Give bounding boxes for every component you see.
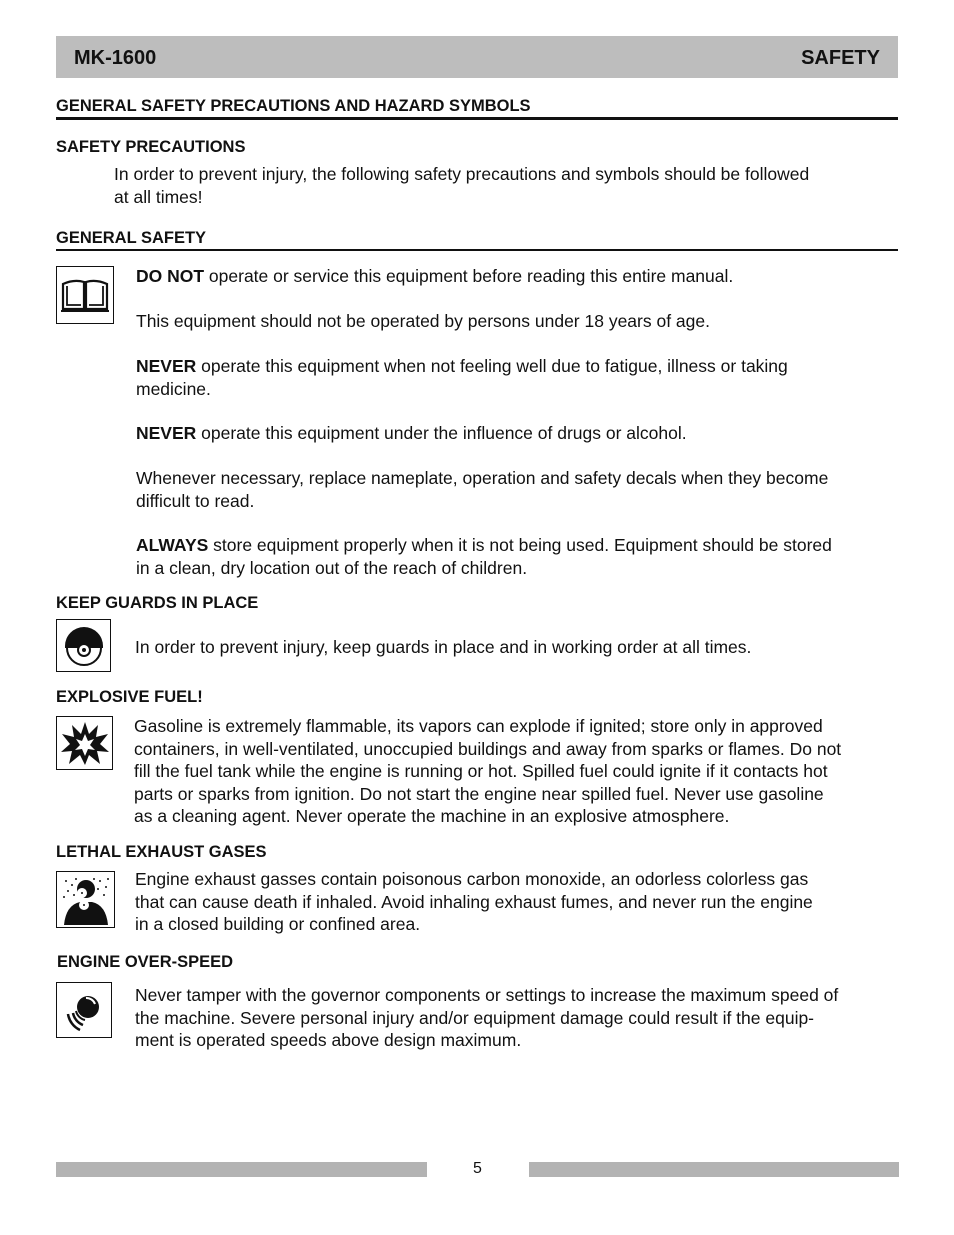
page-number: 5: [473, 1160, 482, 1177]
paragraph-storage: ALWAYS store equipment properly when it is not being used. Equipment should be stored in a clean, dry location out of the reach of children.: [136, 535, 832, 578]
fuel-text: Gasoline is extremely flammable, its vapors can explode if ignited; store only in approved containers, in well-ventilated, unoccupied buildings and away from sparks or flames. Do not fill the fuel tank while the engine is running or hot. Spilled fuel could ignite if it contacts hot parts or sparks from ignition. Do not start the engine near spilled fuel. Never use gasoline as a cleaning agent. Never operate the machine in an explosive atmosphere.: [134, 716, 842, 826]
fuel-title: EXPLOSIVE FUEL!: [56, 688, 203, 706]
paragraph-drugs: NEVER operate this equipment under the influence of drugs or alcohol.: [136, 423, 687, 443]
read-manual-icon: [56, 266, 114, 324]
paragraph-do-not: DO NOT operate or service this equipment before reading this entire manual.: [136, 266, 734, 286]
exhaust-title: LETHAL EXHAUST GASES: [56, 843, 267, 861]
toxic-fumes-icon: [56, 871, 115, 928]
safety-precautions-title: SAFETY PRECAUTIONS: [56, 138, 246, 156]
safety-precautions-line-1: In order to prevent injury, the following safety precautions and symbols should be followed: [114, 164, 810, 184]
header-bar: [56, 36, 898, 78]
overspeed-text: Never tamper with the governor components or settings to increase the maximum speed of the machine. Severe personal injury and/or equipment damage could result if the equip- ment is operated speeds above design maximum.: [135, 985, 839, 1050]
guards-text: In order to prevent injury, keep guards in place and in working order at all times.: [135, 637, 752, 657]
guards-title: KEEP GUARDS IN PLACE: [56, 594, 259, 612]
paragraph-age: This equipment should not be operated by persons under 18 years of age.: [136, 311, 710, 331]
paragraph-not-well: NEVER operate this equipment when not feeling well due to fatigue, illness or taking medicine.: [136, 356, 788, 399]
paragraph-decals: Whenever necessary, replace nameplate, operation and safety decals when they become difficult to read.: [136, 468, 829, 511]
model-label: MK-1600: [74, 47, 157, 69]
footer-bar-right: [529, 1162, 899, 1177]
section-label: SAFETY: [801, 47, 880, 69]
general-safety-title: GENERAL SAFETY: [56, 229, 898, 251]
explosion-icon: [56, 716, 113, 770]
safety-precautions-line-2: at all times!: [114, 186, 203, 207]
safety-precautions-text: [114, 163, 809, 208]
exhaust-text: Engine exhaust gasses contain poisonous carbon monoxide, an odorless colorless gas that can cause death if inhaled. Avoid inhaling exhaust fumes, and never run the engine in a closed building or confined area.: [135, 869, 813, 934]
main-heading: GENERAL SAFETY PRECAUTIONS AND HAZARD SYMBOLS: [56, 97, 898, 120]
footer-bar-left: [56, 1162, 427, 1177]
blade-guard-icon: [56, 619, 111, 672]
over-speed-icon: [56, 982, 112, 1038]
overspeed-title: ENGINE OVER-SPEED: [57, 953, 234, 971]
